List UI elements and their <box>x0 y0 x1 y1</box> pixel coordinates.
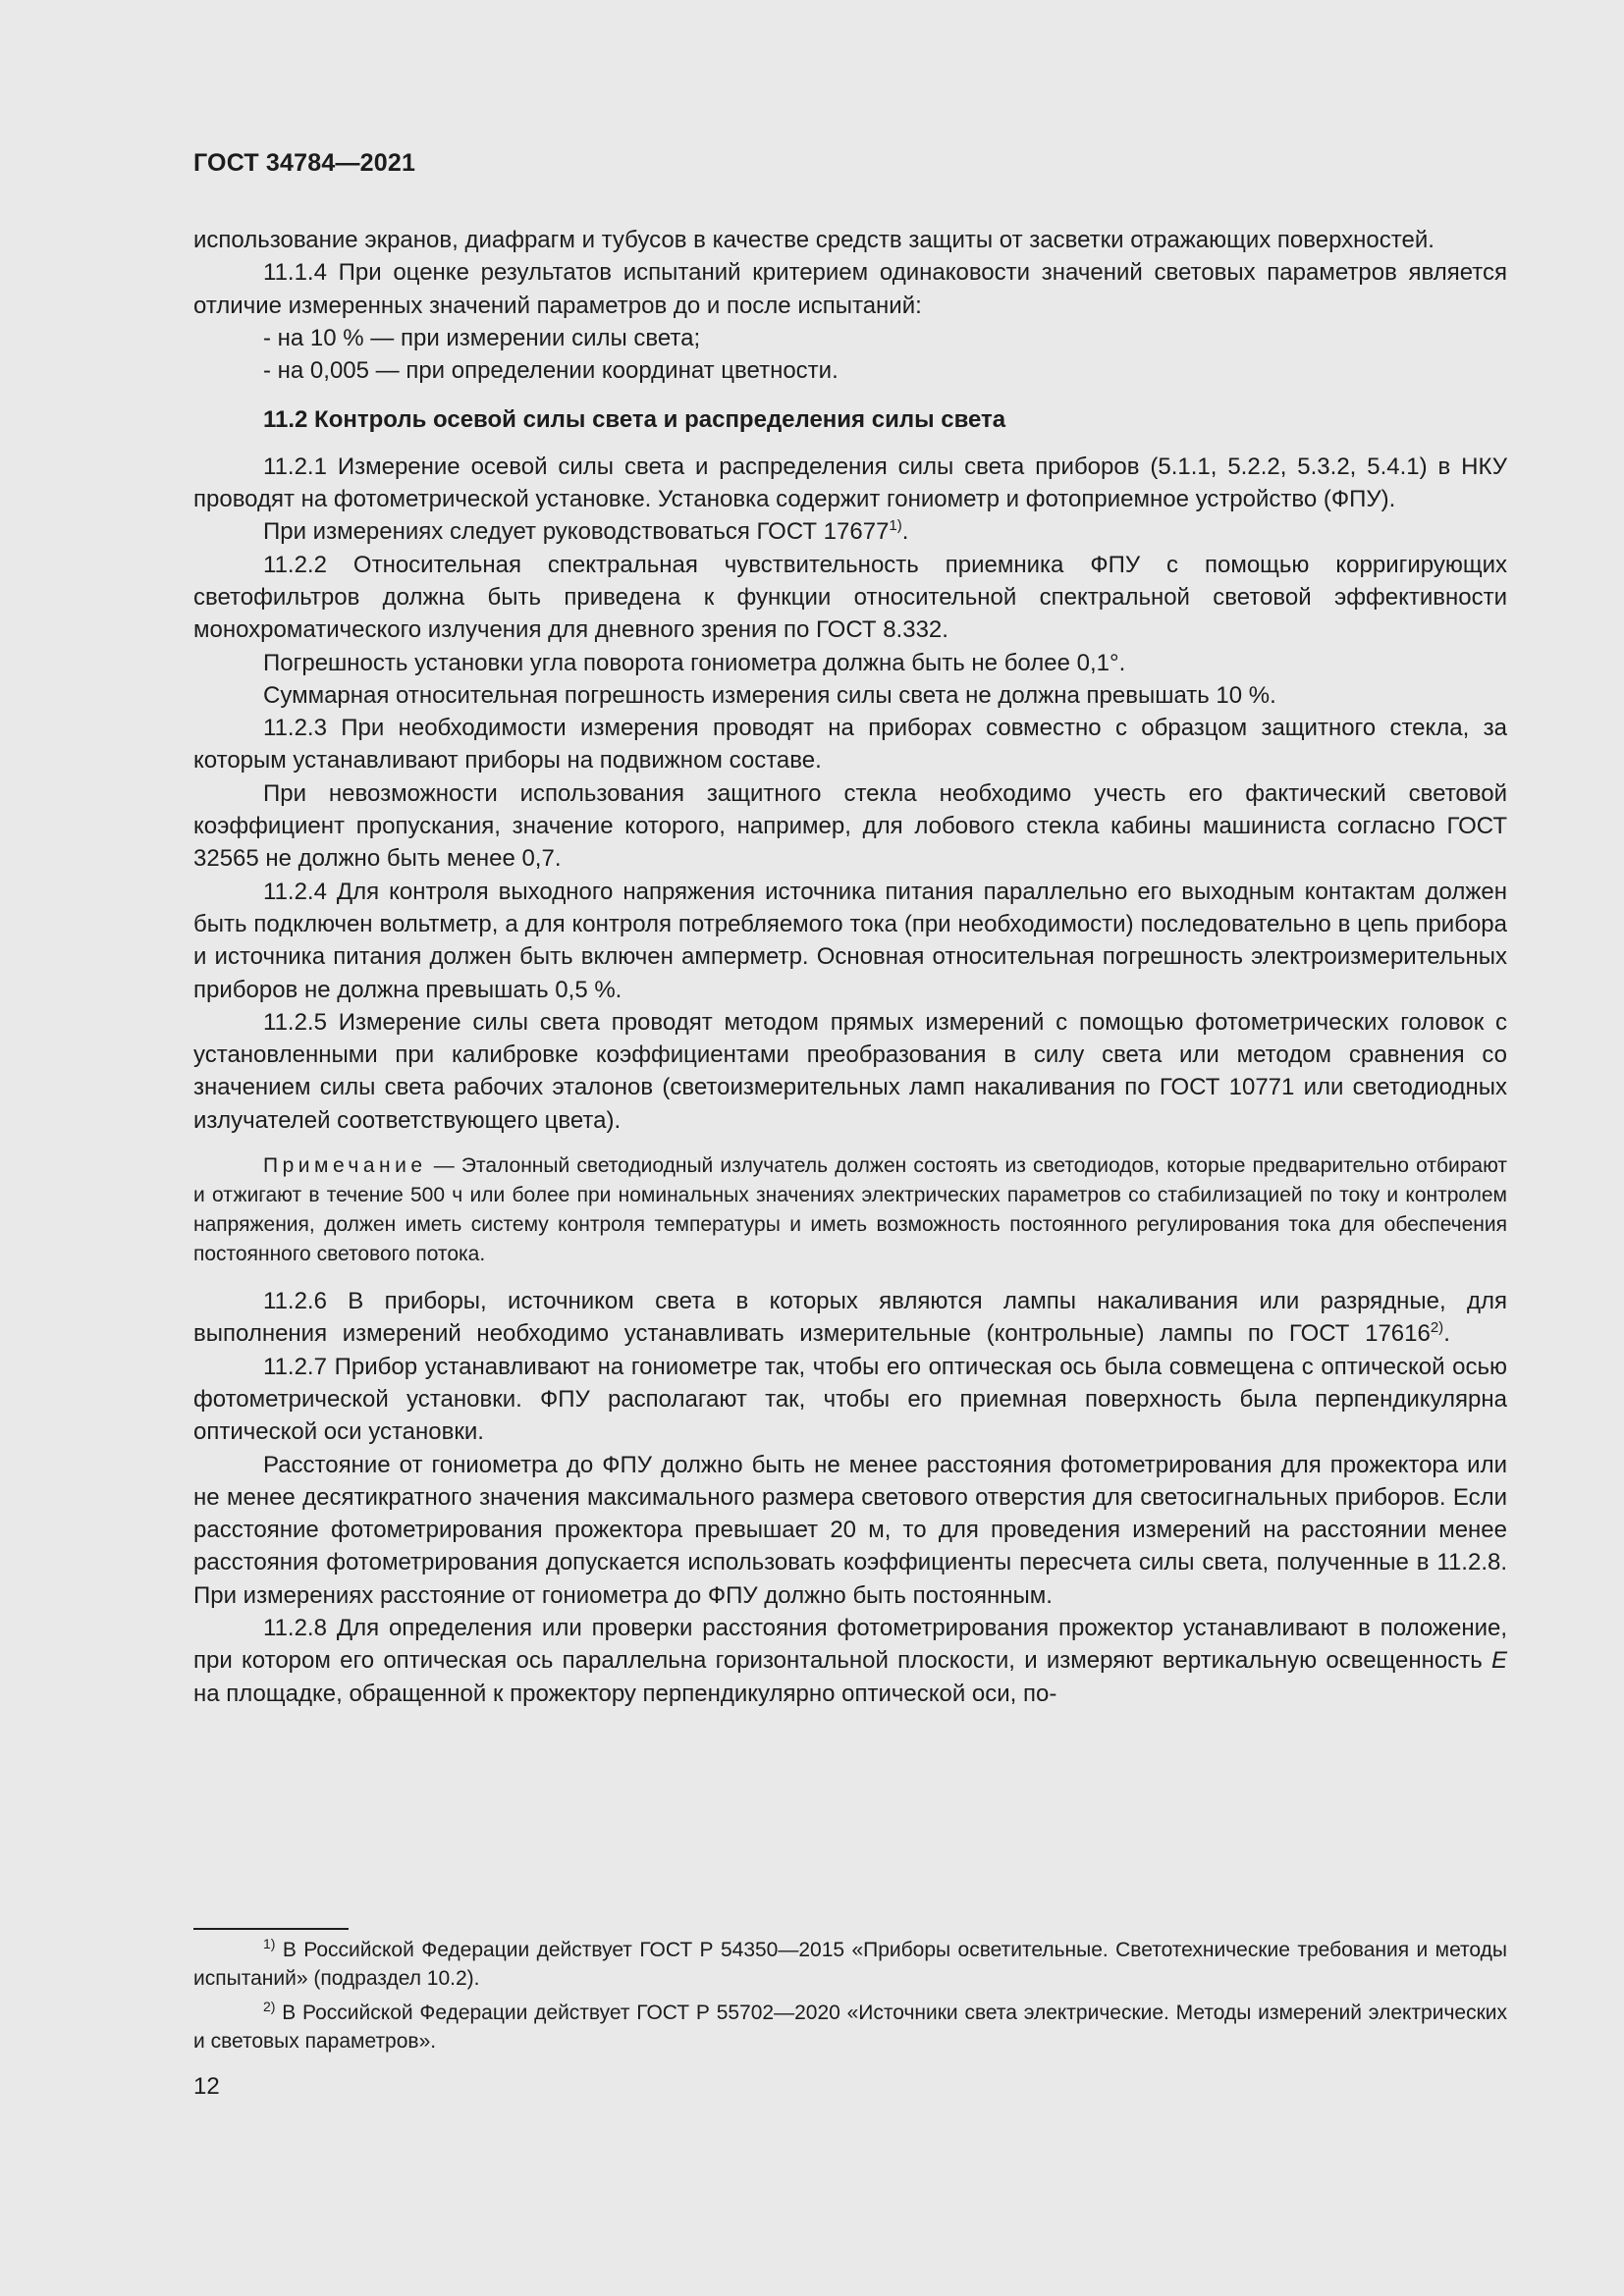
footnotes <box>193 1936 1507 2061</box>
footnote <box>193 1936 1507 1993</box>
paragraph-protective-glass: При невозможности использования защитного стекла необходимо учесть его фактический световой коэффициент пропускания, значение которого, например, для лобового стекла кабины машиниста согласно ГОСТ 32565 не должно быть менее 0,7. <box>193 779 1507 873</box>
note-label: Примечание <box>263 1154 427 1178</box>
footnote-text: В Российской Федерации действует ГОСТ Р 55702—2020 «Источники света электрические. Методы измерений электрических и световых параметров». <box>193 2002 1507 2053</box>
page-number: 12 <box>193 2073 220 2100</box>
paragraph-11-2-8 <box>193 1612 1507 1710</box>
note-text: — Эталонный светодиодный излучатель должен состоять из светодиодов, которые предварительно отбирают и отжигают в течение 500 ч или более при номинальных значениях электрических параметров со стабилизацией по току и контролем напряжения, должен иметь систему контроля температуры и иметь возможность постоянного регулирования тока для обеспечения постоянного светового потока. <box>193 1154 1507 1266</box>
paragraph-continuation: использование экранов, диафрагм и тубусов в качестве средств защиты от засветки отражающих поверхностей. <box>193 227 1435 253</box>
paragraph-end: . <box>1443 1320 1450 1348</box>
paragraph-11-2-3: 11.2.3 При необходимости измерения проводят на приборах совместно с образцом защитного стекла, за которым устанавливают приборы на подвижном составе. <box>193 715 1507 774</box>
footnote-ref[interactable]: 1) <box>889 517 902 535</box>
list-item: - на 0,005 — при определении координат цветности. <box>263 357 839 385</box>
paragraph-text: на площадке, обращенной к прожектору перпендикулярно оптической оси, по- <box>193 1680 1057 1707</box>
paragraph-end: . <box>901 518 909 546</box>
footnote-separator <box>193 1928 349 1930</box>
paragraph-11-2-6 <box>193 1285 1507 1351</box>
paragraph-text: 11.2.8 Для определения или проверки расстояния фотометрирования прожектор устанавливают в положение, при котором его оптическая ось параллельна горизонтальной плоскости, и измеряют вертикальную освещенность <box>193 1614 1507 1675</box>
footnote-ref[interactable]: 2) <box>1430 1319 1444 1337</box>
paragraph-gost-17677 <box>193 515 1507 548</box>
list-item: - на 10 % — при измерении силы света; <box>263 324 701 351</box>
document-header: ГОСТ 34784—2021 <box>193 149 416 177</box>
footnote <box>193 1999 1507 2056</box>
note <box>193 1151 1507 1269</box>
footnote-mark: 2) <box>263 1999 276 2014</box>
paragraph-text: При измерениях следует руководствоваться ГОСТ 17677 <box>263 518 890 546</box>
footnote-mark: 1) <box>263 1936 276 1951</box>
paragraph-11-2-1: 11.2.1 Измерение осевой силы света и распределения силы света приборов (5.1.1, 5.2.2, 5.3.2, 5.4.1) в НКУ проводят на фотометрической установке. Установка содержит гониометр и фотоприемное устройство (ФПУ). <box>193 453 1507 513</box>
paragraph-text: 11.2.6 В приборы, источником света в которых являются лампы накаливания или разрядные, для выполнения измерений необходимо устанавливать измерительные (контрольные) лампы по ГОСТ 17616 <box>193 1288 1507 1348</box>
paragraph-11-2-2: 11.2.2 Относительная спектральная чувствительность приемника ФПУ с помощью корригирующих светофильтров должна быть приведена к функции относительной спектральной световой эффективности монохроматического излучения для дневного зрения по ГОСТ 8.332. <box>193 551 1507 644</box>
footnote-text: В Российской Федерации действует ГОСТ Р 54350—2015 «Приборы осветительные. Светотехнические требования и методы испытаний» (подраздел 10.2). <box>193 1939 1507 1990</box>
paragraph-11-1-4: 11.1.4 При оценке результатов испытаний критерием одинаковости значений световых параметров является отличие измеренных значений параметров до и после испытаний: <box>193 259 1507 319</box>
document-body <box>193 224 1507 1710</box>
section-title-11-2: 11.2 Контроль осевой силы света и распределения силы света <box>263 406 1006 434</box>
paragraph-distance: Расстояние от гониометра до ФПУ должно быть не менее расстояния фотометрирования для прожектора или не менее десятикратного значения максимального размера светового отверстия для светосигнальных приборов. Если расстояние фотометрирования прожектора превышает 20 м, то для проведения измерений на расстоянии менее расстояния фотометрирования допускается использовать коэффициенты пересчета силы света, полученные в 11.2.8. При измерениях расстояние от гониометра до ФПУ должно быть постоянным. <box>193 1451 1507 1609</box>
paragraph-11-2-7: 11.2.7 Прибор устанавливают на гониометре так, чтобы его оптическая ось была совмещена с оптической осью фотометрической установки. ФПУ располагают так, чтобы его приемная поверхность была перпендикулярна оптической оси установки. <box>193 1353 1507 1446</box>
variable-e: E <box>1490 1647 1507 1675</box>
paragraph-total-error: Суммарная относительная погрешность измерения силы света не должна превышать 10 %. <box>263 681 1276 709</box>
paragraph-11-2-4: 11.2.4 Для контроля выходного напряжения источника питания параллельно его выходным контактам должен быть подключен вольтметр, а для контроля потребляемого тока (при необходимости) последовательно в цепь прибора и источника питания должен быть включен амперметр. Основная относительная погрешность электроизмерительных приборов не должна превышать 0,5 %. <box>193 878 1507 1003</box>
paragraph-11-2-5: 11.2.5 Измерение силы света проводят методом прямых измерений с помощью фотометрических головок с установленными при калибровке коэффициентами преобразования в силу света или методом сравнения со значением силы света рабочих эталонов (светоизмерительных ламп накаливания по ГОСТ 10771 или светодиодных излучателей соответствующего цвета). <box>193 1008 1507 1134</box>
paragraph-angle-error: Погрешность установки угла поворота гониометра должна быть не более 0,1°. <box>263 649 1126 676</box>
